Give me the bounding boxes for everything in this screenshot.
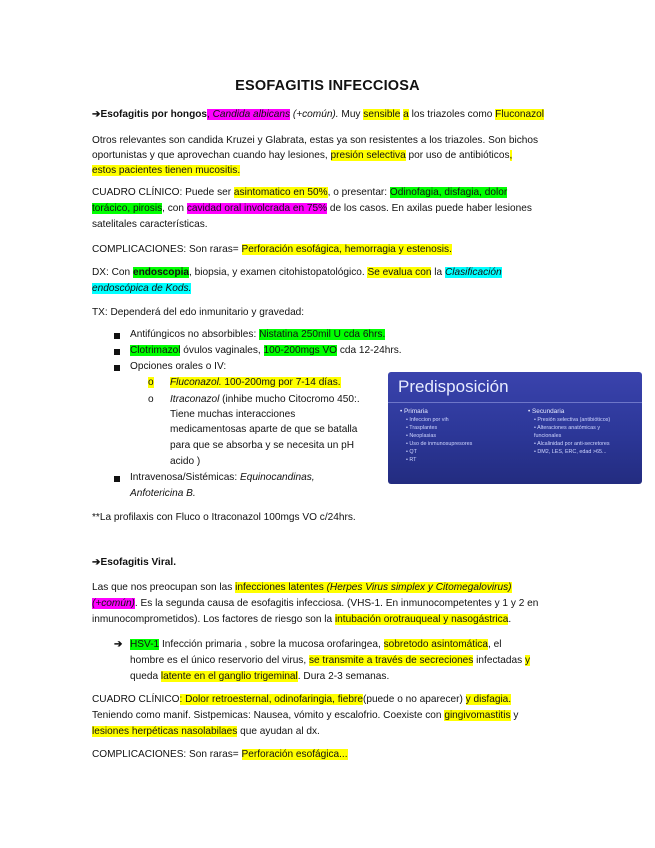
slide-text: • RT — [406, 457, 417, 463]
slide-text: • Primaria — [400, 408, 428, 415]
list-item: Opciones orales o IV: — [130, 361, 227, 372]
text-line: Anfotericina B. — [130, 488, 196, 499]
viral-heading-line — [92, 554, 176, 572]
section-heading: Esofagitis por hongos — [100, 109, 208, 120]
sub-list-item: Itraconazol (inhibe mucho Citocromo 450:. — [170, 394, 360, 405]
text-line: queda latente en el ganglio trigeminal. Dura 2-3 semanas. — [130, 671, 390, 682]
arrow-icon: ➔ — [92, 557, 101, 568]
text-line: Tiene muchas interacciones — [170, 409, 296, 420]
slide-text: • Infeccion por vih — [406, 417, 449, 423]
text-line: oportunistas y que aprovechan cuando hay lesiones, presión selectiva por uso de antibióticos, — [92, 150, 513, 161]
predisposition-slide-image — [388, 372, 642, 484]
bullet-icon — [114, 476, 120, 482]
list-item: Intravenosa/Sistémicas: Equinocandinas, — [130, 472, 315, 483]
text-line: endoscópica de Kods. — [92, 283, 192, 294]
slide-text: • Alcalinidad por anti-secretores — [534, 441, 610, 447]
text-line: HSV-1 Infección primaria , sobre la mucosa orofaringea, sobretodo asintomática, el — [130, 639, 502, 650]
slide-text: • DM2, LES, ERC, edad >65... — [534, 449, 607, 455]
text-line: inmunocomprometidos). Los factores de riesgo son la intubación orotrauqueal y nasogástrica. — [92, 614, 512, 625]
slide-text: • Secundaria — [528, 408, 565, 415]
slide-text: • Neoplasias — [406, 433, 437, 439]
text-line: Teniendo como manif. Sistpemicas: Nausea, vómito y escalofrio. Coexiste con gingivomastitis y — [92, 710, 519, 721]
text-line: TX: Dependerá del edo inmunitario y gravedad: — [92, 307, 305, 318]
text-line: (+común). Es la segunda causa de esofagitis infecciosa. (VHS-1. En inmunocompetentes y 1 y 2 en — [92, 598, 539, 609]
slide-title: Predisposición — [398, 377, 509, 396]
sub-bullet-marker: o — [148, 377, 154, 388]
text-line: **La profilaxis con Fluco o Itraconazol 100mgs VO c/24hrs. — [92, 512, 356, 523]
text-line: Otros relevantes son candida Kruzei y Glabrata, estas ya son resistentes a los triazoles. Son bichos — [92, 135, 539, 146]
text-line: Las que nos preocupan son las infecciones latentes (Herpes Virus simplex y Citomegalovirus) — [92, 582, 512, 593]
fungal-heading-line: ➔Esofagitis por hongos, Candida albicans (+común). Muy sensible a los triazoles como Fluconazol — [92, 109, 544, 120]
text-line: COMPLICACIONES: Son raras= Perforación esofágica... — [92, 749, 348, 760]
text-line: CUADRO CLÍNICO: Puede ser asintomatico en 50%, o presentar: Odinofagia, disfagia, dolor — [92, 187, 508, 198]
slide-text: funcionales — [534, 433, 562, 439]
slide-text: • Uso de inmunosupresores — [406, 441, 473, 447]
bullet-icon — [114, 333, 120, 339]
divider — [388, 402, 642, 403]
text-line: lesiones herpéticas nasolabilaes que ayudan al dx. — [92, 726, 320, 737]
section-heading: Esofagitis Viral. — [100, 557, 177, 568]
text-line: para que se absorba y se necesita un pH — [170, 440, 355, 451]
list-item: Antifúngicos no absorbibles: Nistatina 250mil U cda 6hrs. — [130, 329, 386, 340]
slide-text: • Alteraciones anatómicas y — [534, 425, 601, 431]
slide-text: • Presión selectiva (antibióticos) — [534, 417, 611, 423]
text-line: COMPLICACIONES: Son raras= Perforación esofágica, hemorragia y estenosis. — [92, 244, 452, 255]
text-line: torácico, pirosis, con cavidad oral involcrada en 75% de los casos. En axilas puede haber lesiones — [92, 203, 532, 214]
text-line: CUADRO CLÍNICO: Dolor retroesternal, odinofaringia, fiebre(puede o no aparecer) y disfagia. — [92, 694, 512, 705]
page-title: ESOFAGITIS INFECCIOSA — [235, 78, 420, 94]
text-line: DX: Con endoscopia, biopsia, y examen citohistopatológico. Se evalua con la Clasificación — [92, 267, 502, 278]
text-line: medicamentosas aparte de que se batalla — [170, 424, 358, 435]
arrow-icon: ➔ — [92, 109, 101, 120]
sub-bullet-marker: o — [148, 394, 154, 405]
text-line: hombre es el único reservorio del virus, se transmite a través de secreciones infectadas y — [130, 655, 531, 666]
bullet-icon — [114, 365, 120, 371]
arrow-icon: ➔ — [114, 639, 123, 650]
sub-list-item: Fluconazol. 100-200mg por 7-14 días. — [170, 377, 341, 388]
text-line: satelitales características. — [92, 219, 208, 230]
bullet-icon — [114, 349, 120, 355]
text-line: acido ) — [170, 456, 201, 467]
list-item: Clotrimazol óvulos vaginales, 100-200mgs VO cda 12-24hrs. — [130, 345, 402, 356]
slide-text: • Trasplantes — [406, 425, 438, 431]
slide-text: • QT — [406, 449, 417, 455]
text-line: estos pacientes tienen mucositis. — [92, 165, 241, 176]
